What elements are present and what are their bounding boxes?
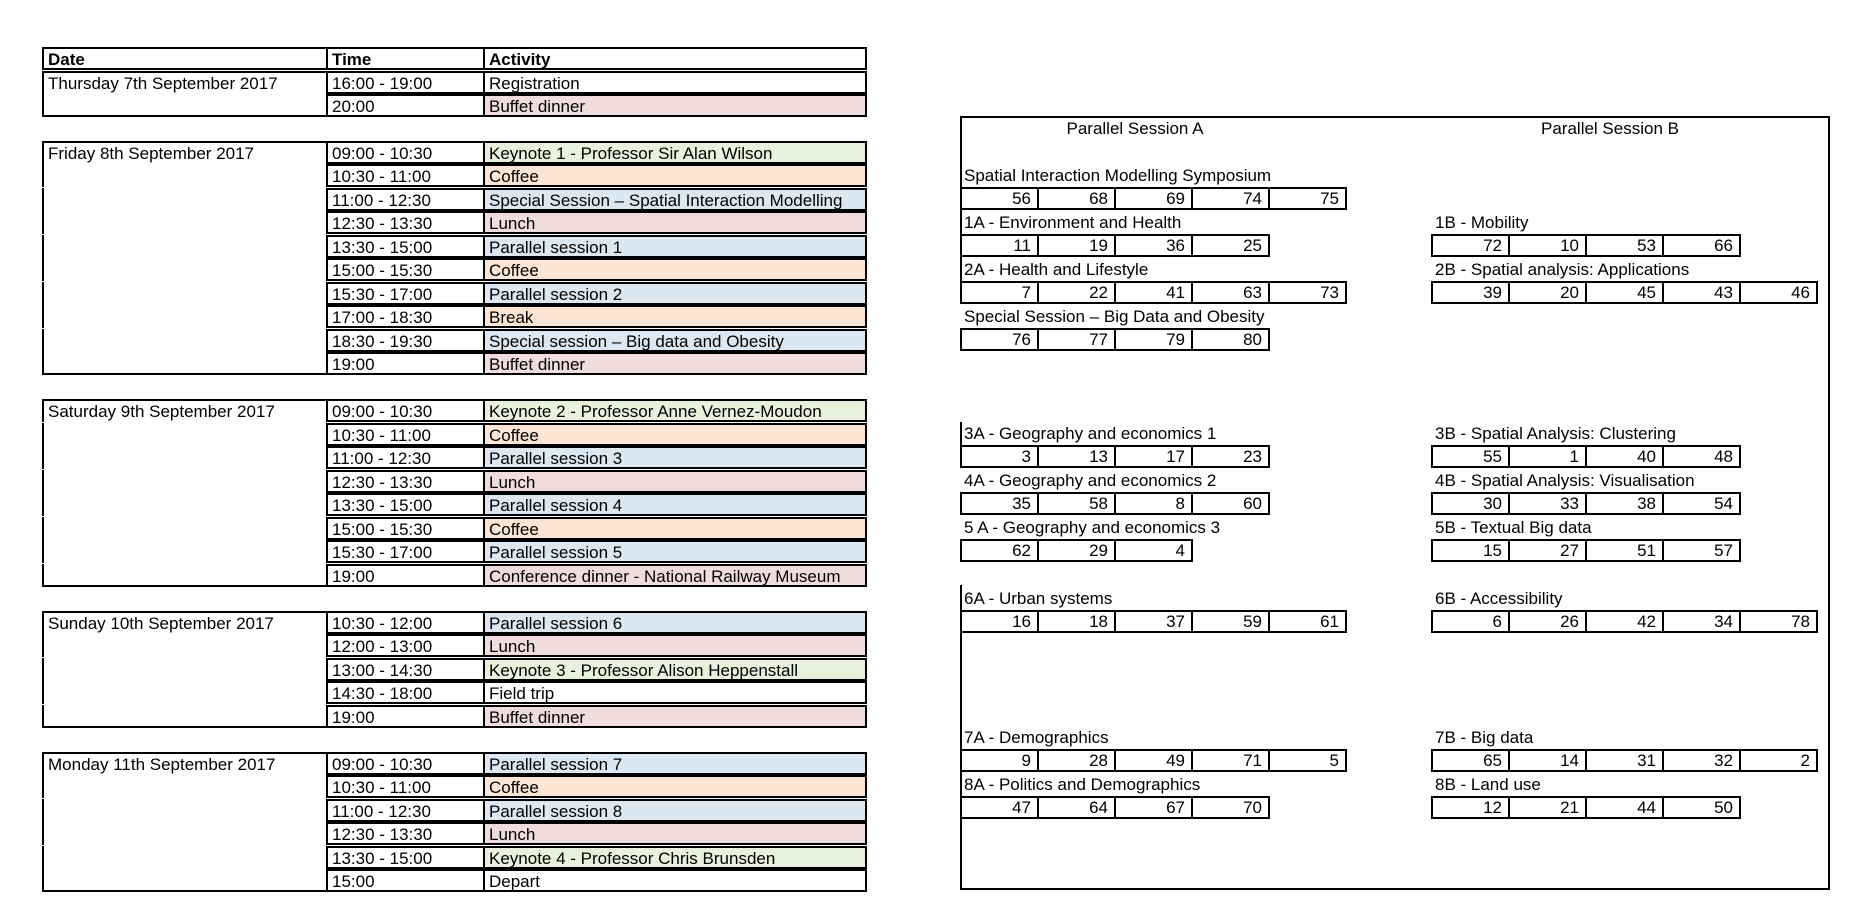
session-group-title: 2B - Spatial analysis: Applications bbox=[1435, 260, 1690, 279]
schedule-time-cell: 17:00 - 18:30 bbox=[328, 305, 485, 328]
paper-number-cell: 20 bbox=[1508, 281, 1587, 304]
paper-number-cell: 66 bbox=[1662, 234, 1741, 257]
schedule-time-cell: 13:30 - 15:00 bbox=[328, 235, 485, 258]
schedule-date-cell bbox=[42, 329, 328, 352]
schedule-row bbox=[42, 305, 867, 328]
schedule-date-cell bbox=[42, 493, 328, 516]
schedule-activity-cell: Field trip bbox=[485, 681, 867, 704]
paper-number-cell: 33 bbox=[1508, 492, 1587, 515]
paper-number-cell: 2 bbox=[1739, 749, 1818, 772]
schedule-activity-cell: Coffee bbox=[485, 258, 867, 281]
session-group-title: 8B - Land use bbox=[1435, 775, 1541, 794]
session-paper-numbers bbox=[1431, 749, 1818, 772]
paper-number-cell: 40 bbox=[1585, 445, 1664, 468]
paper-number-cell: 57 bbox=[1662, 539, 1741, 562]
paper-number-cell: 55 bbox=[1431, 445, 1510, 468]
session-paper-numbers bbox=[960, 610, 1347, 633]
paper-number-cell: 21 bbox=[1508, 796, 1587, 819]
schedule-time-cell: 10:30 - 11:00 bbox=[328, 775, 485, 798]
paper-number-cell: 10 bbox=[1508, 234, 1587, 257]
schedule-time-cell: 10:30 - 12:00 bbox=[328, 611, 485, 634]
session-paper-numbers bbox=[1431, 796, 1741, 819]
paper-number-cell: 41 bbox=[1114, 281, 1193, 304]
paper-number-cell: 53 bbox=[1585, 234, 1664, 257]
schedule-date-cell: Thursday 7th September 2017 bbox=[42, 71, 328, 94]
paper-number-cell: 63 bbox=[1191, 281, 1270, 304]
paper-number-cell: 50 bbox=[1662, 796, 1741, 819]
schedule-date-cell bbox=[42, 540, 328, 563]
schedule-time-cell: 19:00 bbox=[328, 705, 485, 728]
schedule-time-cell: 11:00 - 12:30 bbox=[328, 446, 485, 469]
schedule-date-cell bbox=[42, 775, 328, 798]
schedule-row bbox=[42, 540, 867, 563]
paper-number-cell: 16 bbox=[960, 610, 1039, 633]
schedule-date-cell bbox=[42, 658, 328, 681]
paper-number-cell: 12 bbox=[1431, 796, 1510, 819]
paper-number-cell: 65 bbox=[1431, 749, 1510, 772]
session-paper-numbers bbox=[1431, 610, 1818, 633]
paper-number-cell: 30 bbox=[1431, 492, 1510, 515]
schedule-time-cell: 11:00 - 12:30 bbox=[328, 188, 485, 211]
paper-number-cell: 70 bbox=[1191, 796, 1270, 819]
schedule-row bbox=[42, 564, 867, 587]
paper-number-cell: 19 bbox=[1037, 234, 1116, 257]
column-header-session-b: Parallel Session B bbox=[1541, 119, 1679, 138]
schedule-date-cell bbox=[42, 211, 328, 234]
schedule-row bbox=[42, 846, 867, 869]
schedule-time-cell: 19:00 bbox=[328, 564, 485, 587]
paper-number-cell: 4 bbox=[1114, 539, 1193, 562]
paper-number-cell: 47 bbox=[960, 796, 1039, 819]
schedule-row bbox=[42, 634, 867, 657]
session-group-title: 4A - Geography and economics 2 bbox=[964, 471, 1217, 490]
schedule-row bbox=[42, 517, 867, 540]
schedule-header-row bbox=[42, 47, 867, 70]
schedule-activity-cell: Lunch bbox=[485, 470, 867, 493]
paper-number-cell: 77 bbox=[1037, 328, 1116, 351]
schedule-date-cell bbox=[42, 282, 328, 305]
session-paper-numbers bbox=[960, 796, 1270, 819]
session-group-title: 3B - Spatial Analysis: Clustering bbox=[1435, 424, 1676, 443]
schedule-date-cell bbox=[42, 634, 328, 657]
schedule-row bbox=[42, 658, 867, 681]
paper-number-cell: 34 bbox=[1662, 610, 1741, 633]
schedule-date-cell bbox=[42, 164, 328, 187]
paper-number-cell: 74 bbox=[1191, 187, 1270, 210]
session-group-title: 5 A - Geography and economics 3 bbox=[964, 518, 1221, 537]
paper-number-cell: 13 bbox=[1037, 445, 1116, 468]
session-group-title: 7B - Big data bbox=[1435, 728, 1534, 747]
schedule-time-cell: 12:30 - 13:30 bbox=[328, 211, 485, 234]
session-group-title: 6B - Accessibility bbox=[1435, 589, 1563, 608]
paper-number-cell: 39 bbox=[1431, 281, 1510, 304]
schedule-row bbox=[42, 94, 867, 117]
schedule-activity-cell: Registration bbox=[485, 71, 867, 94]
schedule-date-cell bbox=[42, 846, 328, 869]
session-paper-numbers bbox=[960, 749, 1347, 772]
paper-number-cell: 60 bbox=[1191, 492, 1270, 515]
schedule-date-cell bbox=[42, 305, 328, 328]
paper-number-cell: 78 bbox=[1739, 610, 1818, 633]
schedule-row bbox=[42, 352, 867, 375]
schedule-time-cell: 10:30 - 11:00 bbox=[328, 164, 485, 187]
schedule-activity-cell: Keynote 4 - Professor Chris Brunsden bbox=[485, 846, 867, 869]
paper-number-cell: 68 bbox=[1037, 187, 1116, 210]
schedule-activity-cell: Lunch bbox=[485, 634, 867, 657]
schedule-date-cell: Saturday 9th September 2017 bbox=[42, 399, 328, 422]
schedule-row bbox=[42, 164, 867, 187]
schedule-row bbox=[42, 493, 867, 516]
session-group-title: 3A - Geography and economics 1 bbox=[964, 424, 1217, 443]
paper-number-cell: 42 bbox=[1585, 610, 1664, 633]
schedule-activity-cell: Depart bbox=[485, 869, 867, 892]
session-paper-numbers bbox=[1431, 492, 1741, 515]
schedule-date-cell bbox=[42, 423, 328, 446]
session-group-title: 1A - Environment and Health bbox=[964, 213, 1182, 232]
paper-number-cell: 48 bbox=[1662, 445, 1741, 468]
paper-number-cell: 27 bbox=[1508, 539, 1587, 562]
schedule-activity-cell: Parallel session 1 bbox=[485, 235, 867, 258]
schedule-row bbox=[42, 71, 867, 94]
paper-number-cell: 79 bbox=[1114, 328, 1193, 351]
paper-number-cell: 38 bbox=[1585, 492, 1664, 515]
paper-number-cell: 28 bbox=[1037, 749, 1116, 772]
session-group-title: 4B - Spatial Analysis: Visualisation bbox=[1435, 471, 1695, 490]
paper-number-cell: 18 bbox=[1037, 610, 1116, 633]
schedule-time-cell: 14:30 - 18:00 bbox=[328, 681, 485, 704]
schedule-activity-cell: Keynote 3 - Professor Alison Heppenstall bbox=[485, 658, 867, 681]
paper-number-cell: 17 bbox=[1114, 445, 1193, 468]
schedule-date-cell bbox=[42, 517, 328, 540]
paper-number-cell: 32 bbox=[1662, 749, 1741, 772]
schedule-row bbox=[42, 235, 867, 258]
header-time: Time bbox=[328, 47, 485, 70]
paper-number-cell: 31 bbox=[1585, 749, 1664, 772]
schedule-activity-cell: Parallel session 8 bbox=[485, 799, 867, 822]
schedule-row bbox=[42, 470, 867, 493]
schedule-date-cell bbox=[42, 352, 328, 375]
paper-number-cell: 22 bbox=[1037, 281, 1116, 304]
schedule-row bbox=[42, 822, 867, 845]
schedule-row bbox=[42, 752, 867, 775]
schedule-activity-cell: Parallel session 2 bbox=[485, 282, 867, 305]
paper-number-cell: 37 bbox=[1114, 610, 1193, 633]
schedule-time-cell: 09:00 - 10:30 bbox=[328, 399, 485, 422]
session-group-title: 7A - Demographics bbox=[964, 728, 1109, 747]
schedule-activity-cell: Keynote 2 - Professor Anne Vernez-Moudon bbox=[485, 399, 867, 422]
schedule-row bbox=[42, 775, 867, 798]
paper-number-cell: 45 bbox=[1585, 281, 1664, 304]
schedule-activity-cell: Special session – Big data and Obesity bbox=[485, 329, 867, 352]
session-paper-numbers bbox=[1431, 281, 1818, 304]
session-paper-numbers bbox=[1431, 539, 1741, 562]
paper-number-cell: 58 bbox=[1037, 492, 1116, 515]
schedule-time-cell: 16:00 - 19:00 bbox=[328, 71, 485, 94]
paper-number-cell: 69 bbox=[1114, 187, 1193, 210]
schedule-date-cell bbox=[42, 822, 328, 845]
schedule-row bbox=[42, 681, 867, 704]
schedule-date-cell bbox=[42, 869, 328, 892]
schedule-row bbox=[42, 705, 867, 728]
schedule-date-cell bbox=[42, 446, 328, 469]
paper-number-cell: 51 bbox=[1585, 539, 1664, 562]
schedule-time-cell: 19:00 bbox=[328, 352, 485, 375]
paper-number-cell: 59 bbox=[1191, 610, 1270, 633]
paper-number-cell: 61 bbox=[1268, 610, 1347, 633]
schedule-activity-cell: Coffee bbox=[485, 775, 867, 798]
schedule-row bbox=[42, 141, 867, 164]
schedule-activity-cell: Conference dinner - National Railway Museum bbox=[485, 564, 867, 587]
paper-number-cell: 80 bbox=[1191, 328, 1270, 351]
panel-left-border bbox=[960, 585, 962, 890]
paper-number-cell: 64 bbox=[1037, 796, 1116, 819]
schedule-time-cell: 15:00 - 15:30 bbox=[328, 258, 485, 281]
session-paper-numbers bbox=[960, 492, 1270, 515]
session-paper-numbers bbox=[960, 539, 1193, 562]
session-group-title: 5B - Textual Big data bbox=[1435, 518, 1592, 537]
session-paper-numbers bbox=[960, 234, 1270, 257]
panel-left-border bbox=[960, 422, 962, 468]
schedule-activity-cell: Break bbox=[485, 305, 867, 328]
session-paper-numbers bbox=[960, 445, 1270, 468]
paper-number-cell: 43 bbox=[1662, 281, 1741, 304]
session-group-title: 2A - Health and Lifestyle bbox=[964, 260, 1149, 279]
paper-number-cell: 14 bbox=[1508, 749, 1587, 772]
paper-number-cell: 46 bbox=[1739, 281, 1818, 304]
paper-number-cell: 73 bbox=[1268, 281, 1347, 304]
schedule-activity-cell: Keynote 1 - Professor Sir Alan Wilson bbox=[485, 141, 867, 164]
schedule-activity-cell: Parallel session 3 bbox=[485, 446, 867, 469]
schedule-time-cell: 11:00 - 12:30 bbox=[328, 799, 485, 822]
schedule-activity-cell: Lunch bbox=[485, 211, 867, 234]
schedule-activity-cell: Coffee bbox=[485, 517, 867, 540]
schedule-time-cell: 12:30 - 13:30 bbox=[328, 470, 485, 493]
schedule-activity-cell: Coffee bbox=[485, 423, 867, 446]
paper-number-cell: 35 bbox=[960, 492, 1039, 515]
schedule-row bbox=[42, 799, 867, 822]
schedule-time-cell: 10:30 - 11:00 bbox=[328, 423, 485, 446]
paper-number-cell: 9 bbox=[960, 749, 1039, 772]
header-activity: Activity bbox=[485, 47, 867, 70]
schedule-row bbox=[42, 446, 867, 469]
header-date: Date bbox=[42, 47, 328, 70]
paper-number-cell: 76 bbox=[960, 328, 1039, 351]
paper-number-cell: 5 bbox=[1268, 749, 1347, 772]
schedule-time-cell: 15:30 - 17:00 bbox=[328, 540, 485, 563]
schedule-date-cell bbox=[42, 681, 328, 704]
schedule-activity-cell: Parallel session 6 bbox=[485, 611, 867, 634]
session-paper-numbers bbox=[960, 187, 1347, 210]
schedule-activity-cell: Buffet dinner bbox=[485, 94, 867, 117]
paper-number-cell: 1 bbox=[1508, 445, 1587, 468]
schedule-date-cell bbox=[42, 258, 328, 281]
paper-number-cell: 8 bbox=[1114, 492, 1193, 515]
session-group-title: 8A - Politics and Demographics bbox=[964, 775, 1201, 794]
schedule-activity-cell: Special Session – Spatial Interaction Modelling bbox=[485, 188, 867, 211]
schedule-date-cell: Monday 11th September 2017 bbox=[42, 752, 328, 775]
paper-number-cell: 49 bbox=[1114, 749, 1193, 772]
schedule-time-cell: 15:00 bbox=[328, 869, 485, 892]
schedule-activity-cell: Parallel session 7 bbox=[485, 752, 867, 775]
paper-number-cell: 44 bbox=[1585, 796, 1664, 819]
schedule-row bbox=[42, 611, 867, 634]
schedule-time-cell: 15:00 - 15:30 bbox=[328, 517, 485, 540]
session-paper-numbers bbox=[1431, 445, 1741, 468]
schedule-date-cell bbox=[42, 188, 328, 211]
column-header-session-a: Parallel Session A bbox=[1066, 119, 1204, 138]
paper-number-cell: 15 bbox=[1431, 539, 1510, 562]
panel-left-border bbox=[960, 116, 962, 282]
session-group-title: 1B - Mobility bbox=[1435, 213, 1529, 232]
schedule-activity-cell: Buffet dinner bbox=[485, 705, 867, 728]
schedule-time-cell: 12:30 - 13:30 bbox=[328, 822, 485, 845]
paper-number-cell: 36 bbox=[1114, 234, 1193, 257]
schedule-time-cell: 09:00 - 10:30 bbox=[328, 752, 485, 775]
schedule-row bbox=[42, 258, 867, 281]
paper-number-cell: 67 bbox=[1114, 796, 1193, 819]
schedule-time-cell: 13:00 - 14:30 bbox=[328, 658, 485, 681]
schedule-row bbox=[42, 211, 867, 234]
schedule-activity-cell: Buffet dinner bbox=[485, 352, 867, 375]
session-paper-numbers bbox=[1431, 234, 1741, 257]
schedule-date-cell bbox=[42, 94, 328, 117]
schedule-activity-cell: Coffee bbox=[485, 164, 867, 187]
schedule-row bbox=[42, 329, 867, 352]
paper-number-cell: 23 bbox=[1191, 445, 1270, 468]
schedule-time-cell: 15:30 - 17:00 bbox=[328, 282, 485, 305]
schedule-activity-cell: Parallel session 4 bbox=[485, 493, 867, 516]
paper-number-cell: 6 bbox=[1431, 610, 1510, 633]
schedule-activity-cell: Lunch bbox=[485, 822, 867, 845]
paper-number-cell: 26 bbox=[1508, 610, 1587, 633]
schedule-date-cell: Sunday 10th September 2017 bbox=[42, 611, 328, 634]
schedule-date-cell: Friday 8th September 2017 bbox=[42, 141, 328, 164]
paper-number-cell: 7 bbox=[960, 281, 1039, 304]
session-paper-numbers bbox=[960, 281, 1347, 304]
paper-number-cell: 71 bbox=[1191, 749, 1270, 772]
session-group-title: Special Session – Big Data and Obesity bbox=[964, 307, 1265, 326]
paper-number-cell: 29 bbox=[1037, 539, 1116, 562]
paper-number-cell: 54 bbox=[1662, 492, 1741, 515]
schedule-date-cell bbox=[42, 799, 328, 822]
schedule-row bbox=[42, 282, 867, 305]
paper-number-cell: 11 bbox=[960, 234, 1039, 257]
schedule-date-cell bbox=[42, 705, 328, 728]
schedule-row bbox=[42, 399, 867, 422]
paper-number-cell: 62 bbox=[960, 539, 1039, 562]
paper-number-cell: 56 bbox=[960, 187, 1039, 210]
session-paper-numbers bbox=[960, 328, 1270, 351]
schedule-time-cell: 09:00 - 10:30 bbox=[328, 141, 485, 164]
schedule-activity-cell: Parallel session 5 bbox=[485, 540, 867, 563]
session-group-title: Spatial Interaction Modelling Symposium bbox=[964, 166, 1272, 185]
schedule-date-cell bbox=[42, 564, 328, 587]
paper-number-cell: 3 bbox=[960, 445, 1039, 468]
schedule-time-cell: 20:00 bbox=[328, 94, 485, 117]
schedule-row bbox=[42, 423, 867, 446]
session-group-title: 6A - Urban systems bbox=[964, 589, 1113, 608]
schedule-time-cell: 12:00 - 13:00 bbox=[328, 634, 485, 657]
schedule-date-cell bbox=[42, 235, 328, 258]
paper-number-cell: 72 bbox=[1431, 234, 1510, 257]
schedule-row bbox=[42, 869, 867, 892]
paper-number-cell: 25 bbox=[1191, 234, 1270, 257]
schedule-time-cell: 13:30 - 15:00 bbox=[328, 493, 485, 516]
schedule-time-cell: 13:30 - 15:00 bbox=[328, 846, 485, 869]
schedule-time-cell: 18:30 - 19:30 bbox=[328, 329, 485, 352]
schedule-date-cell bbox=[42, 470, 328, 493]
schedule-row bbox=[42, 188, 867, 211]
paper-number-cell: 75 bbox=[1268, 187, 1347, 210]
